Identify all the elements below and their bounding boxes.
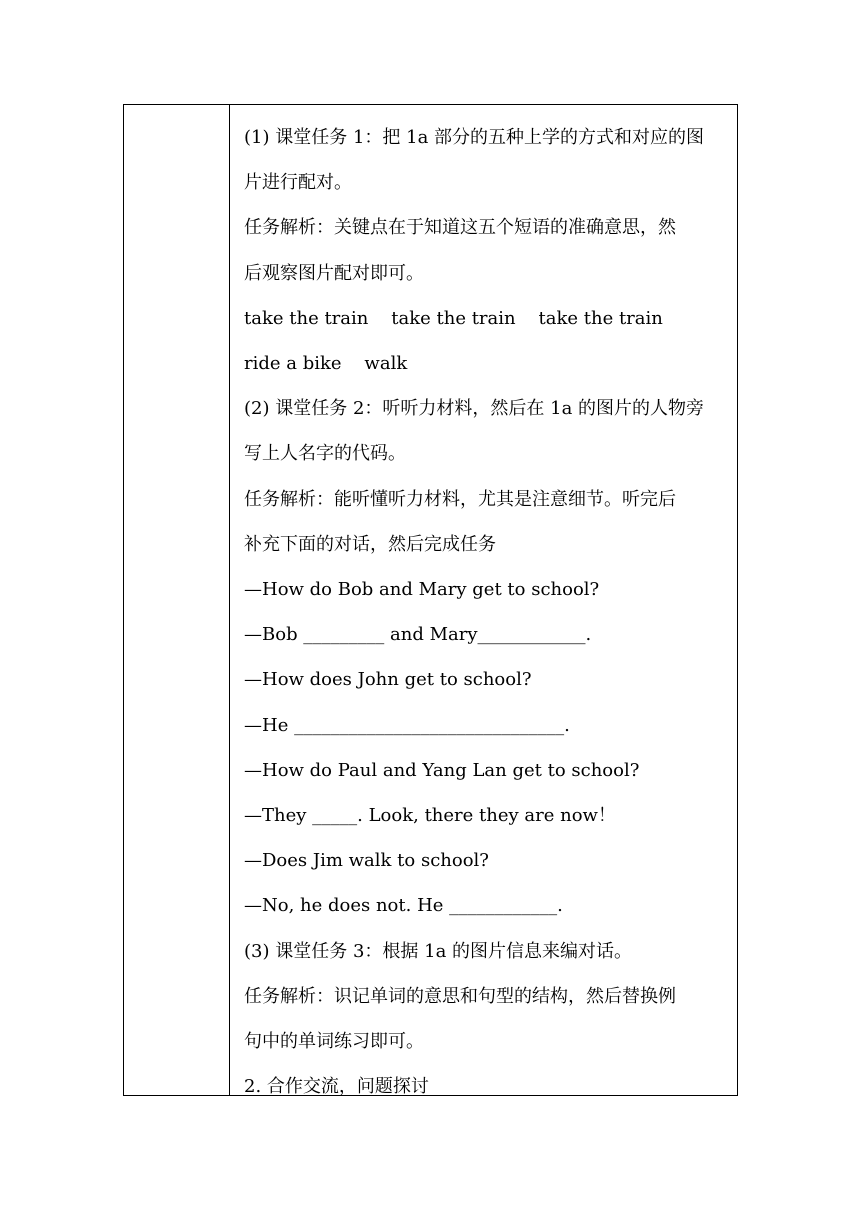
task1-analysis-line-1: 任务解析：关键点在于知道这五个短语的准确意思，然 (244, 217, 676, 239)
task1-text-line-2: 片进行配对。 (244, 172, 352, 194)
phrase-line-2: ride a bike walk (244, 353, 408, 375)
dialogue-line-6: —They _____. Look, there they are now！ (244, 805, 616, 827)
phrase-line-1: take the train take the train take the train (244, 307, 663, 329)
task2-analysis-line-1: 任务解析：能听懂听力材料，尤其是注意细节。听完后 (244, 488, 676, 510)
task2-analysis-line-2: 补充下面的对话，然后完成任务 (244, 533, 496, 555)
table-content-cell (230, 105, 737, 1098)
dialogue-line-2: —Bob _________ and Mary____________. (244, 624, 592, 646)
dialogue-line-8: —No, he does not. He ____________. (244, 895, 563, 917)
dialogue-line-1: —How do Bob and Mary get to school? (244, 579, 600, 601)
task3-analysis-line-2: 句中的单词练习即可。 (244, 1031, 424, 1053)
task3-text-line: (3) 课堂任务 3：根据 1a 的图片信息来编对话。 (244, 940, 633, 962)
section2-heading: 2. 合作交流，问题探讨 (244, 1076, 429, 1098)
task2-text-line-2: 写上人名字的代码。 (244, 443, 406, 465)
dialogue-line-5: —How do Paul and Yang Lan get to school? (244, 759, 640, 781)
task3-analysis-line-1: 任务解析：识记单词的意思和句型的结构，然后替换例 (244, 985, 676, 1007)
lesson-table (123, 104, 738, 1096)
table-left-cell (124, 105, 230, 1095)
task1-analysis-line-2: 后观察图片配对即可。 (244, 262, 424, 284)
dialogue-line-3: —How does John get to school? (244, 669, 532, 691)
dialogue-line-4: —He ______________________________. (244, 714, 570, 736)
task2-text-line-1: (2) 课堂任务 2：听听力材料，然后在 1a 的图片的人物旁 (244, 398, 705, 420)
dialogue-line-7: —Does Jim walk to school? (244, 850, 489, 872)
task1-text-line-1: (1) 课堂任务 1：把 1a 部分的五种上学的方式和对应的图 (244, 127, 705, 148)
